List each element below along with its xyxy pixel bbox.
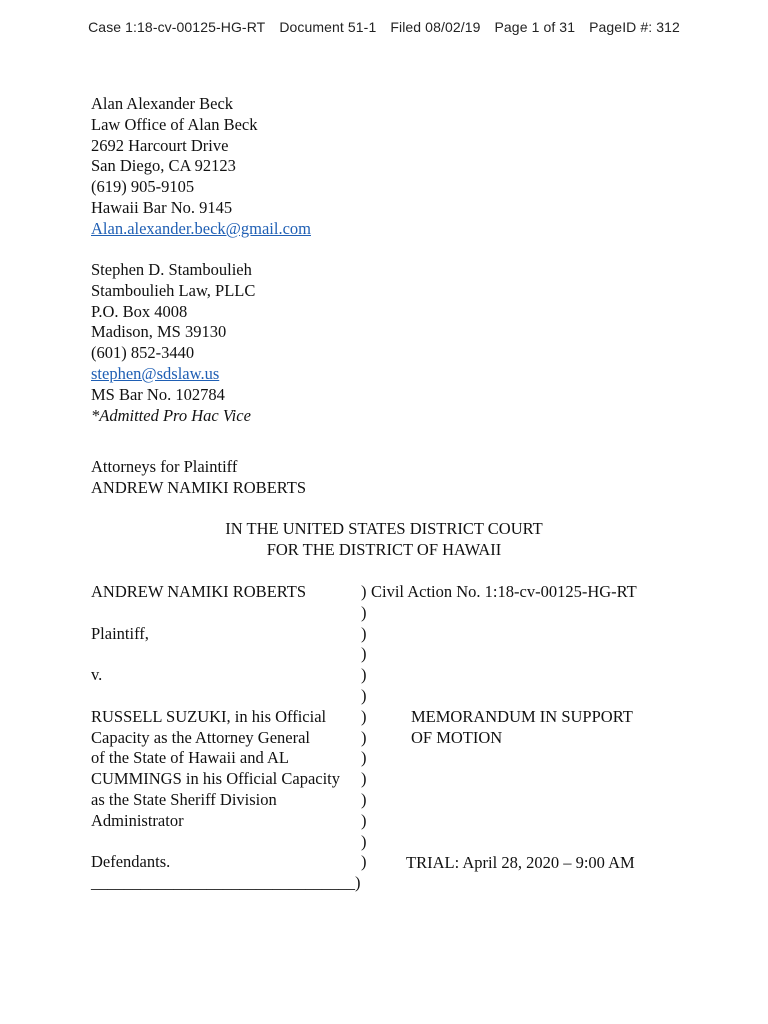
pro-hac-vice-note: *Admitted Pro Hac Vice <box>91 405 251 425</box>
page-id: PageID #: 312 <box>589 19 680 35</box>
representation-block <box>91 457 306 499</box>
caption-party-line: RUSSELL SUZUKI, in his Official <box>91 706 327 726</box>
caption-party-line <box>91 603 359 624</box>
attorney-block-2 <box>91 260 255 426</box>
civil-action-number: Civil Action No. 1:18-cv-00125-HG-RT <box>371 582 637 601</box>
case-number: Case 1:18-cv-00125-HG-RT <box>88 19 266 35</box>
attorney-email-link[interactable]: stephen@sdslaw.us <box>91 363 220 383</box>
caption-party-line: Defendants. <box>91 852 171 872</box>
caption-paren: ) <box>361 727 367 747</box>
caption-paren: ) <box>361 831 367 851</box>
caption-party-line <box>91 832 359 853</box>
caption-paren: ) <box>361 769 367 789</box>
caption-rule <box>91 873 363 893</box>
memorandum-title <box>411 707 633 749</box>
attorney-phone: (619) 905-9105 <box>91 177 195 197</box>
rule-paren: ) <box>355 873 361 892</box>
caption-party-line: CUMMINGS in his Official Capacity <box>91 769 341 789</box>
memo-line-2: OF MOTION <box>411 727 503 747</box>
caption-party-line: ANDREW NAMIKI ROBERTS <box>91 582 307 601</box>
attorney-firm: Law Office of Alan Beck <box>91 114 258 134</box>
attorney-firm: Stamboulieh Law, PLLC <box>91 280 256 300</box>
caption-paren: ) <box>361 582 367 601</box>
caption-paren: ) <box>361 706 367 726</box>
caption-paren: ) <box>361 623 367 643</box>
civil-action <box>371 582 637 603</box>
rule-underscores: ________________________________ <box>91 873 355 892</box>
caption-paren: ) <box>361 665 367 685</box>
court-line-1: IN THE UNITED STATES DISTRICT COURT <box>225 519 543 538</box>
attorney-phone: (601) 852-3440 <box>91 343 195 363</box>
attorney-bar: Hawaii Bar No. 9145 <box>91 197 233 217</box>
caption-paren: ) <box>361 810 367 830</box>
page-number: Page 1 of 31 <box>494 19 576 35</box>
attorney-name: Stephen D. Stamboulieh <box>91 260 252 279</box>
trial-date: TRIAL: April 28, 2020 – 9:00 AM <box>406 853 635 872</box>
caption-paren: ) <box>361 748 367 768</box>
caption-party-line <box>91 686 359 707</box>
caption-paren: ) <box>361 644 367 664</box>
attorney-city: San Diego, CA 92123 <box>91 156 236 176</box>
attorney-street: 2692 Harcourt Drive <box>91 135 229 155</box>
representation-role: Attorneys for Plaintiff <box>91 457 238 476</box>
attorney-bar: MS Bar No. 102784 <box>91 384 225 404</box>
caption-parties <box>91 582 359 873</box>
caption-party-line: as the State Sheriff Division <box>91 789 277 809</box>
document-number: Document 51-1 <box>279 19 377 35</box>
caption-party-line <box>91 644 359 665</box>
caption-paren: ) <box>361 852 367 872</box>
caption-paren: ) <box>361 602 367 622</box>
caption-paren: ) <box>361 789 367 809</box>
filed-date: Filed 08/02/19 <box>390 19 481 35</box>
client-name: ANDREW NAMIKI ROBERTS <box>91 477 307 497</box>
court-heading <box>0 519 768 561</box>
memo-line-1: MEMORANDUM IN SUPPORT <box>411 707 633 726</box>
caption-party-line: Capacity as the Attorney General <box>91 727 311 747</box>
attorney-street: P.O. Box 4008 <box>91 301 188 321</box>
caption-paren: ) <box>361 685 367 705</box>
attorney-name: Alan Alexander Beck <box>91 94 234 113</box>
attorney-email-link[interactable]: Alan.alexander.beck@gmail.com <box>91 218 311 238</box>
attorney-city: Madison, MS 39130 <box>91 322 227 342</box>
attorney-block-1 <box>91 94 311 240</box>
caption-party-line: Plaintiff, <box>91 623 149 643</box>
caption-paren-column <box>361 582 367 873</box>
caption-party-line: of the State of Hawaii and AL <box>91 748 289 768</box>
court-line-2: FOR THE DISTRICT OF HAWAII <box>266 539 502 559</box>
caption-party-line: v. <box>91 665 103 685</box>
case-header <box>0 17 768 38</box>
caption-party-line: Administrator <box>91 810 184 830</box>
